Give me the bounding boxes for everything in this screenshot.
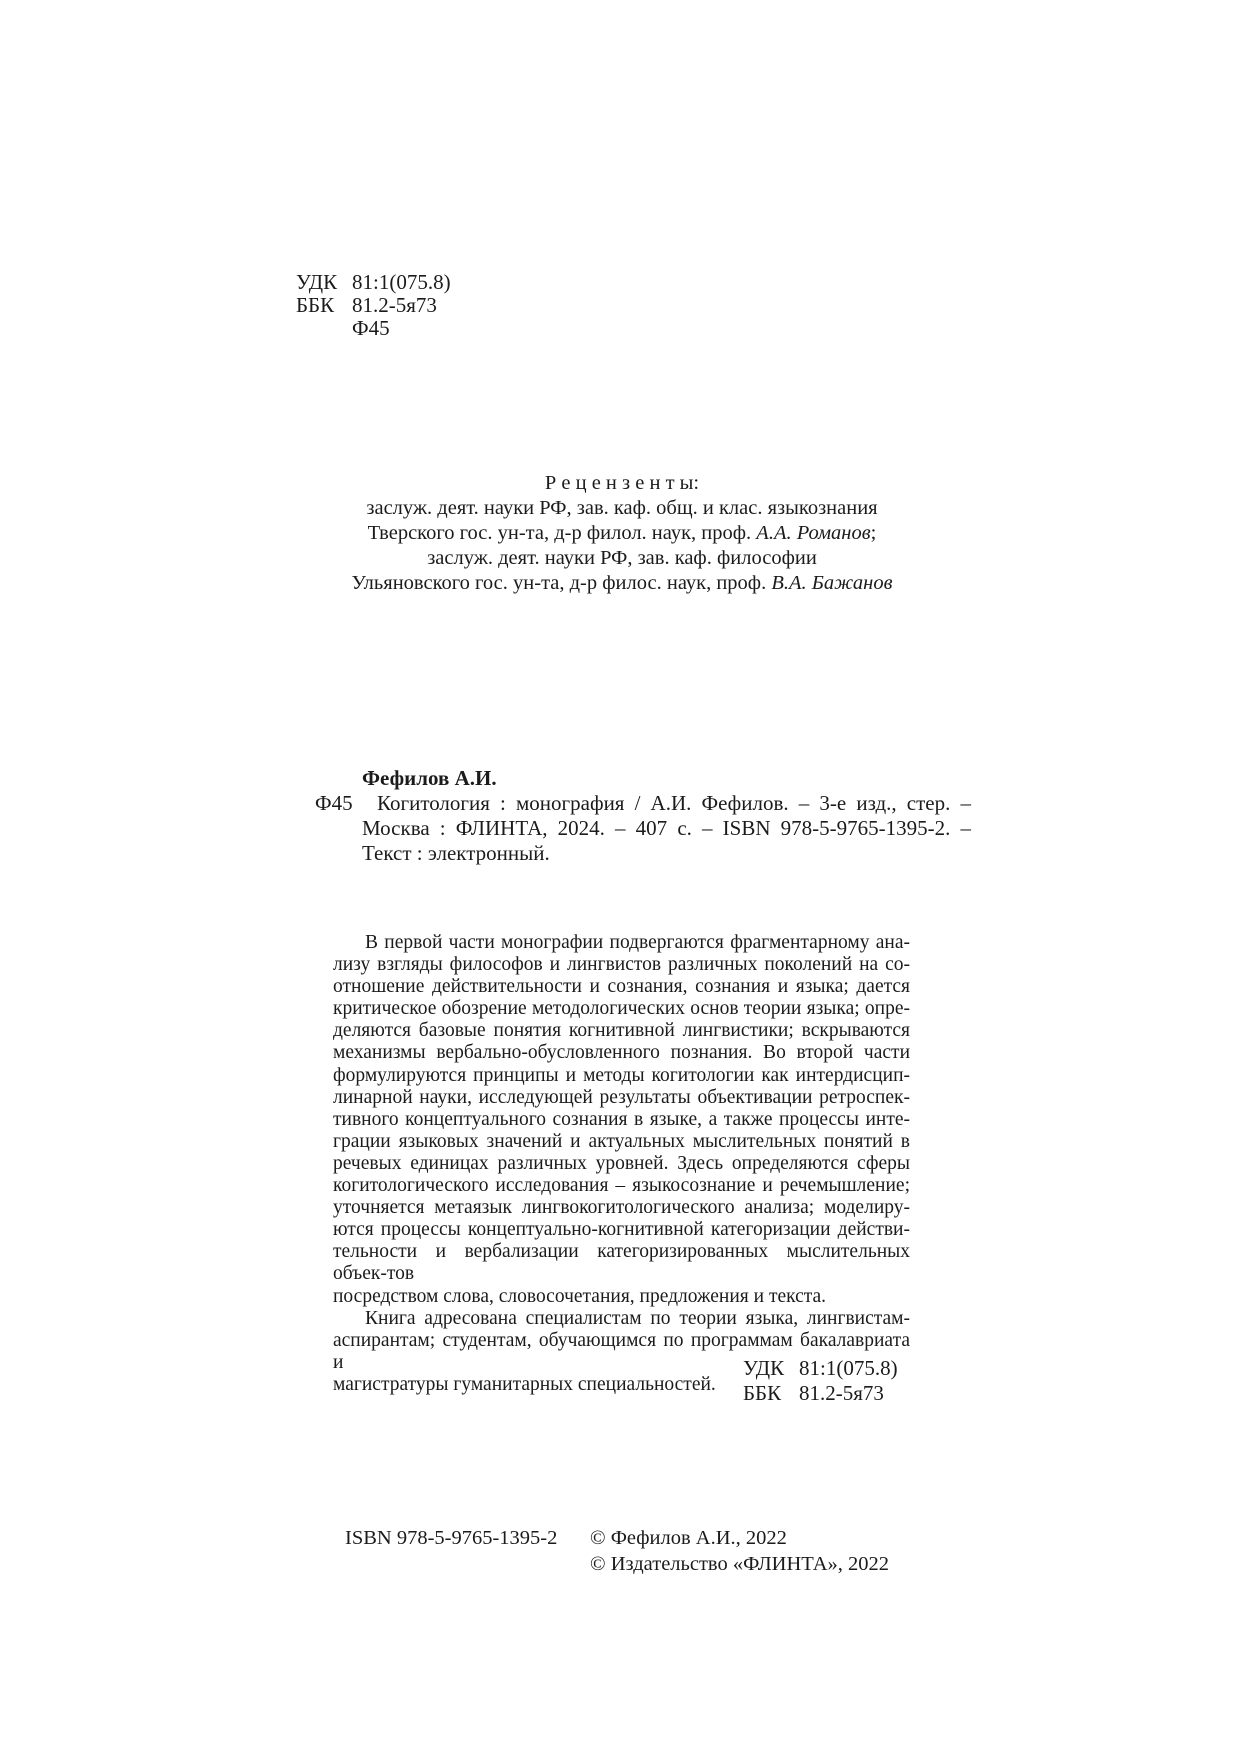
udk-label: УДК	[743, 1356, 785, 1380]
biblio-author-sign: Ф45	[315, 791, 353, 815]
biblio-line: Текст : электронный.	[362, 841, 550, 865]
isbn-number: ISBN 978-5-9765-1395-2	[345, 1527, 558, 1549]
text-line: магистратуры гуманитарных специальностей.	[333, 1373, 716, 1395]
text-line: механизмы вербально-обусловленного познания. Во второй части	[333, 1042, 910, 1064]
biblio-author: Фефилов А.И.	[362, 766, 497, 790]
udk-value: 81:1(075.8)	[799, 1356, 898, 1380]
classification-codes-top	[296, 271, 451, 340]
abstract-section	[333, 932, 910, 1396]
reviewer-line-suffix: ;	[870, 522, 877, 544]
copyright-publisher: © Издательство «ФЛИНТА», 2022	[590, 1553, 890, 1575]
text-line: отношение действительности и сознания, сознания и языка; дается	[333, 976, 910, 998]
text-line: тивного концептуального сознания в языке, а также процессы инте-	[333, 1108, 910, 1130]
author-sign-row	[296, 317, 451, 340]
text-line: В первой части монографии подвергаются фрагментарному ана-	[365, 932, 910, 953]
bbk-value: 81.2-5я73	[799, 1381, 884, 1405]
text-line: линарной науки, исследующей результаты объективации ретроспек-	[333, 1086, 910, 1108]
text-line: речевых единицах различных уровней. Здесь определяются сферы	[333, 1152, 910, 1174]
reviewers-heading: Р е ц е н з е н т ы:	[544, 472, 700, 494]
text-line: Книга адресована специалистам по теории языка, лингвистам-	[365, 1307, 910, 1329]
bibliographic-entry	[315, 766, 971, 866]
text-line: грации языковых значений и актуальных мыслительных понятий в	[333, 1130, 910, 1152]
reviewer-affiliation: Тверского гос. ун-та, д-р филол. наук, проф.	[367, 522, 757, 544]
text-line: аспирантам; студентам, обучающимся по программам бакалавриата и	[333, 1329, 910, 1373]
reviewer-line: заслуж. деят. науки РФ, зав. каф. общ. и клас. языкознания	[366, 497, 878, 519]
author-sign: Ф45	[352, 316, 390, 340]
udk-code-bottom	[743, 1356, 898, 1381]
reviewer-name: В.А. Бажанов	[771, 572, 893, 594]
annotation-paragraph	[333, 932, 910, 1308]
reviewer-affiliation: Ульяновского гос. ун-та, д-р филос. наук, проф.	[351, 572, 772, 594]
reviewer-line: заслуж. деят. науки РФ, зав. каф. философии	[427, 547, 817, 569]
text-line: тельности и вербализации категоризированных мыслительных объек-тов	[333, 1241, 910, 1285]
udk-label: УДК	[296, 270, 338, 294]
reviewer-line	[333, 571, 911, 596]
biblio-description	[362, 791, 971, 866]
copyright-author: © Фефилов А.И., 2022	[590, 1527, 787, 1549]
udk-value: 81:1(075.8)	[352, 270, 451, 294]
classification-codes-bottom	[743, 1356, 898, 1406]
copyright-block	[590, 1525, 889, 1577]
author-sign-spacer	[296, 317, 352, 340]
bbk-label: ББК	[743, 1381, 782, 1405]
text-line: посредством слова, словосочетания, предложения и текста.	[333, 1285, 827, 1307]
text-line: лизу взгляды философов и лингвистов различных поколений на со-	[333, 954, 910, 976]
text-line: уточняется метаязык лингвокогитологического анализа; моделиру-	[333, 1197, 910, 1219]
bbk-label: ББК	[296, 293, 335, 317]
text-line: ются процессы концептуально-когнитивной категоризации действи-	[333, 1219, 910, 1241]
reviewer-name: А.А. Романов	[756, 522, 871, 544]
text-line: деляются базовые понятия когнитивной лингвистики; вскрываются	[333, 1020, 910, 1042]
bbk-code-bottom	[743, 1381, 898, 1406]
biblio-line: Москва : ФЛИНТА, 2024. – 407 с. – ISBN 978-5-9765-1395-2. –	[362, 816, 971, 840]
udk-code	[296, 271, 451, 294]
text-line: формулируются принципы и методы когитологии как интердисцип-	[333, 1064, 910, 1086]
bbk-value: 81.2-5я73	[352, 293, 437, 317]
reviewers-block	[333, 471, 911, 596]
text-line: когитологического исследования – языкосознание и речемышление;	[333, 1175, 910, 1197]
bbk-code	[296, 294, 451, 317]
reviewer-line	[333, 521, 911, 546]
biblio-line: Когитология : монография / А.И. Фефилов. – 3-е изд., стер. –	[377, 791, 971, 815]
text-line: критическое обозрение методологических основ теории языка; опре-	[333, 998, 910, 1020]
